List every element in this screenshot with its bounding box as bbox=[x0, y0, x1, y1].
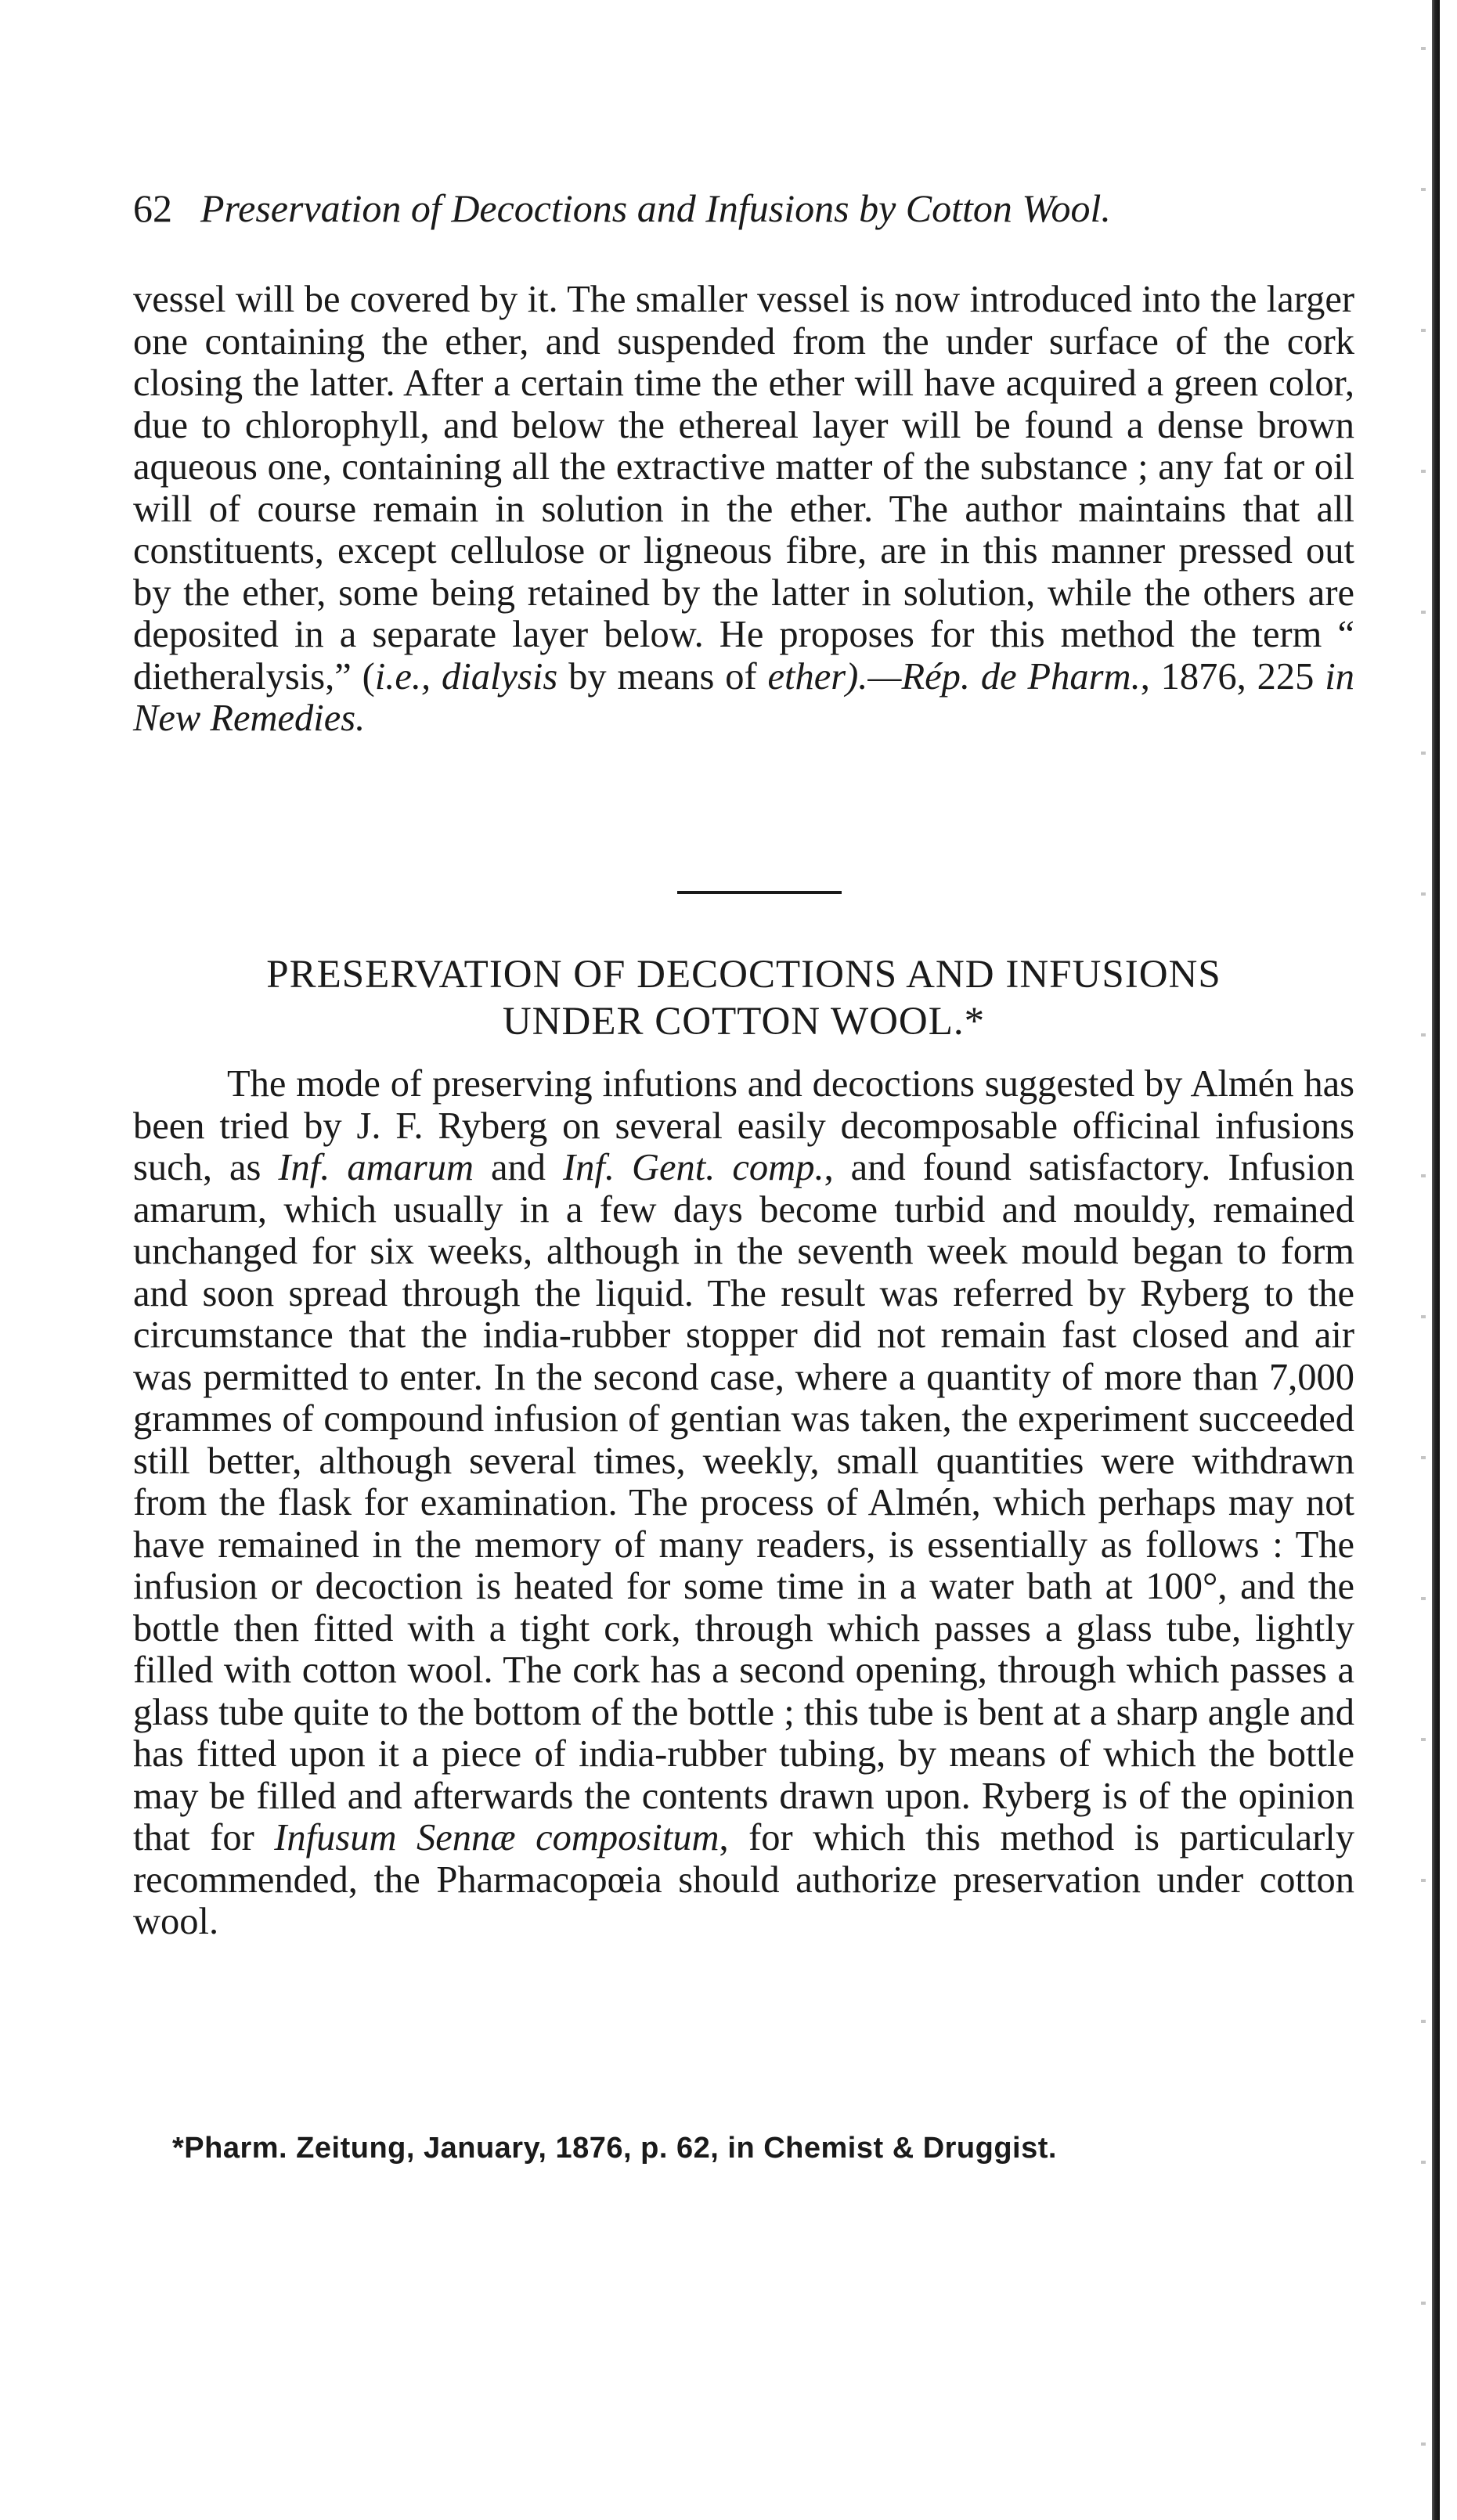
page-number: 62 bbox=[133, 186, 172, 230]
text-run: , and found satisfactory. Infusion amarum, which usually in a few days become turbid and mouldy, remained unchanged for six weeks, although in the seventh week mould began to form and soon spread through the liquid. The result was referred by Ryberg to the circumstance that the india-rubber stopper did not remain fast closed and air was permitted to enter. In the second case, where a quantity of more than 7,000 grammes of compound infusion of gentian was taken, the experiment succeeded still better, although several times, weekly, small quantities were withdrawn from the flask for examination. The process of Almén, which perhaps may not have remained in the memory of many readers, is essentially as follows : The infusion or decoction is heated for some time in a water bath at 100°, and the bottle then fitted with a tight cork, through which passes a glass tube, lightly filled with cotton wool. The cork has a second opening, through which passes a glass tube quite to the bottom of the bottle ; this tube is bent at a sharp angle and has fitted upon it a piece of india-rubber tubing, by means of which the bottle may be filled and afterwards the contents drawn upon. Ryberg is of the opinion that for bbox=[133, 1147, 1354, 1858]
continued-paragraph bbox=[133, 279, 1354, 740]
running-title: Preservation of Decoctions and Infusions by Cotton Wool. bbox=[200, 186, 1111, 230]
text-run: and bbox=[474, 1147, 564, 1188]
article-heading bbox=[133, 951, 1354, 1045]
text-run: , for which this method is particularly recommended, the Pharmacopœia should authorize preservation under cotton wool. bbox=[133, 1817, 1354, 1942]
italic-run: Inf. amarum bbox=[278, 1147, 474, 1188]
italic-run: Inf. Gent. comp. bbox=[563, 1147, 824, 1188]
italic-citation-tail: in New Remedies. bbox=[133, 655, 1355, 739]
footnote: *Pharm. Zeitung, January, 1876, p. 62, in Chemist & Druggist. bbox=[172, 2132, 1057, 2165]
italic-run: Infusum Sennæ compositum bbox=[274, 1817, 719, 1858]
paragraph bbox=[133, 1063, 1354, 1943]
text-run: vessel will be covered by it. The smaller vessel is now introduced into the larger one containing the ether, and suspended from the under surface of the cork closing the latter. After a certain time the ether will have acquired a green color, due to chlorophyll, and below the ethereal layer will be found a dense brown aqueous one, containing all the extractive matter of the substance ; any fat or oil will of course remain in solution in the ether. The author maintains that all constituents, except cellulose or ligneous fibre, are in this manner pressed out by the ether, some being retained by the latter in solution, while the others are deposited in a separate layer below. He proposes for this method the term “ dietheralysis,” ( bbox=[133, 279, 1354, 698]
paragraph bbox=[133, 279, 1354, 740]
heading-line-2: UNDER COTTON WOOL.* bbox=[502, 1000, 986, 1044]
scan-artifact bbox=[1421, 0, 1426, 2520]
heading-line-1: PRESERVATION OF DECOCTIONS AND INFUSIONS bbox=[266, 953, 1221, 997]
running-head bbox=[133, 185, 1354, 232]
binding-edge bbox=[1432, 0, 1440, 2520]
article-body bbox=[133, 1063, 1354, 1943]
text-run: by means of bbox=[557, 655, 768, 698]
text-run: The mode of preserving infutions and decoctions suggested by Almén has been tried by J. F. Ryberg on several easily decomposable officinal infusions such, as bbox=[133, 1063, 1354, 1188]
italic-citation: ether).—Rép. de Pharm. bbox=[767, 655, 1141, 698]
section-divider bbox=[677, 891, 842, 894]
text-run: , 1876, 225 bbox=[1140, 655, 1325, 698]
italic-run: i.e., dialysis bbox=[374, 655, 558, 698]
